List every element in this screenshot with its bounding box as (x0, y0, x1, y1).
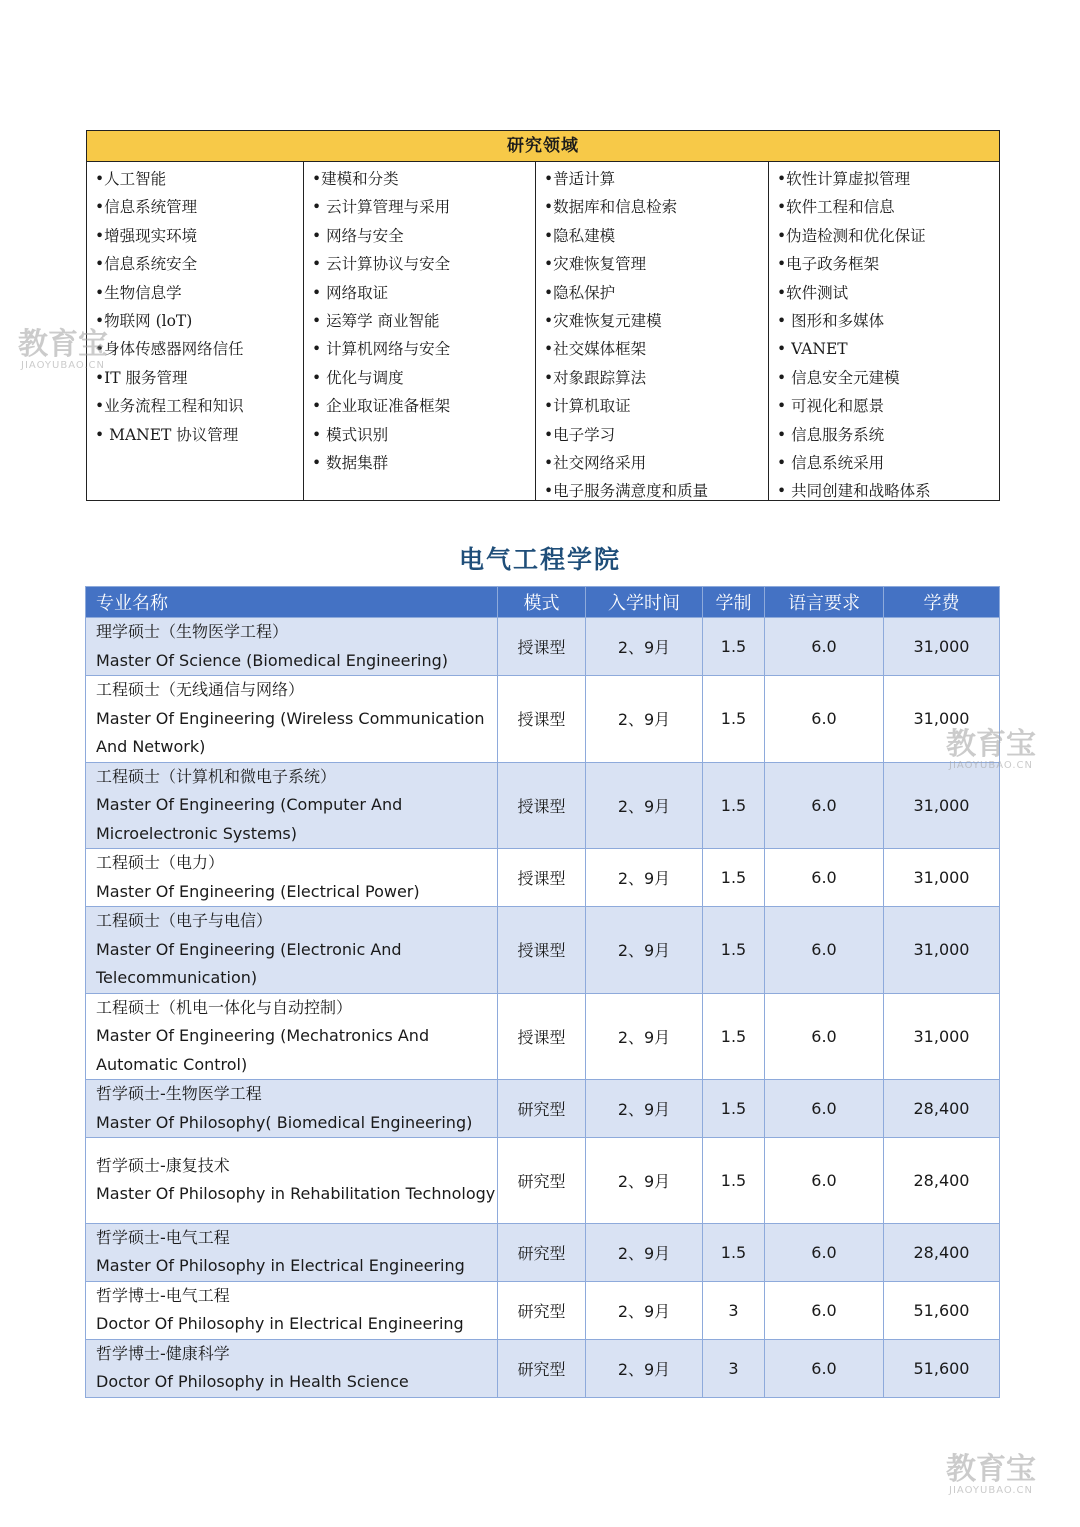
program-row (86, 676, 1000, 763)
research-column-3 (536, 162, 769, 500)
header-fee: 学费 (884, 587, 1000, 618)
program-fee: 31,000 (884, 993, 1000, 1080)
program-name-cn: 工程硕士（计算机和微电子系统） (96, 766, 337, 786)
research-item: •计算机取证 (544, 397, 631, 416)
program-intake: 2、9月 (586, 1281, 703, 1339)
program-duration: 1.5 (703, 1138, 765, 1224)
research-item: • VANET (777, 340, 848, 359)
program-intake: 2、9月 (586, 762, 703, 849)
program-name-cn: 哲学硕士-生物医学工程 (96, 1084, 262, 1103)
program-name-cn: 工程硕士（电子与电信） (96, 911, 273, 930)
program-name-en: Master Of Philosophy in Rehabilitation Technology (96, 1184, 496, 1204)
research-item: • 企业取证准备框架 (312, 397, 451, 416)
research-column-2 (304, 162, 536, 500)
header-duration: 学制 (703, 587, 765, 618)
program-name-en: Master Of Philosophy( Biomedical Engineering) (96, 1112, 473, 1132)
program-intake: 2、9月 (586, 1080, 703, 1138)
research-item: •对象跟踪算法 (544, 368, 647, 387)
program-name-cell (86, 993, 498, 1080)
program-mode: 授课型 (498, 907, 586, 994)
program-language: 6.0 (765, 907, 884, 994)
program-mode: 研究型 (498, 1080, 586, 1138)
program-name-cell (86, 849, 498, 907)
program-mode: 研究型 (498, 1138, 586, 1224)
watermark-subtext: JIAOYUBAO.CN (21, 360, 105, 371)
research-item: • 网络与安全 (312, 226, 404, 245)
research-item: •隐私建模 (544, 226, 616, 245)
research-item: • 模式识别 (312, 425, 389, 444)
program-row (86, 618, 1000, 676)
program-name-en: Master Of Science (Biomedical Engineering) (96, 650, 449, 670)
section-title: 电气工程学院 (458, 545, 621, 574)
program-name-en: Master Of Engineering (Computer And Microelectronic Systems) (96, 795, 403, 843)
watermark-subtext: JIAOYUBAO.CN (949, 1485, 1033, 1496)
program-duration: 1.5 (703, 849, 765, 907)
research-item: •伪造检测和优化保证 (777, 226, 926, 245)
program-name-en: Doctor Of Philosophy in Electrical Engineering (96, 1314, 464, 1333)
research-item: •电子服务满意度和质量 (544, 482, 709, 501)
program-language: 6.0 (765, 1138, 884, 1224)
research-item: •生物信息学 (95, 283, 182, 302)
program-name-en: Master Of Engineering (Wireless Communication And Network) (96, 708, 485, 756)
research-column-1 (87, 162, 304, 500)
research-item: •数据库和信息检索 (544, 198, 678, 217)
program-name-cn: 哲学博士-电气工程 (96, 1285, 230, 1305)
research-item: •IT 服务管理 (95, 368, 188, 387)
watermark-text: 教育宝 (946, 1452, 1036, 1487)
program-name-en: Master Of Philosophy in Electrical Engineering (96, 1256, 465, 1275)
research-item: • 计算机网络与安全 (312, 340, 451, 359)
program-duration: 1.5 (703, 618, 765, 676)
program-mode: 授课型 (498, 849, 586, 907)
program-name-en: Master Of Engineering (Electronic And Telecommunication) (96, 939, 402, 987)
program-fee: 31,000 (884, 907, 1000, 994)
program-row (86, 849, 1000, 907)
program-name-cell (86, 762, 498, 849)
program-fee: 51,600 (884, 1339, 1000, 1397)
research-item: •信息系统管理 (95, 198, 198, 217)
program-fee: 28,400 (884, 1080, 1000, 1138)
watermark-subtext: JIAOYUBAO.CN (949, 760, 1033, 771)
program-name-cell (86, 618, 498, 676)
program-language: 6.0 (765, 1223, 884, 1281)
program-intake: 2、9月 (586, 618, 703, 676)
program-intake: 2、9月 (586, 1223, 703, 1281)
research-item: • 信息系统采用 (777, 453, 885, 472)
program-intake: 2、9月 (586, 993, 703, 1080)
program-mode: 授课型 (498, 618, 586, 676)
research-item: •软件工程和信息 (777, 198, 895, 217)
research-item: •电子政务框架 (777, 255, 880, 274)
research-areas-columns (87, 162, 999, 500)
program-name-cell (86, 1339, 498, 1397)
program-fee: 28,400 (884, 1223, 1000, 1281)
research-item: • 信息服务系统 (777, 425, 885, 444)
program-name-cn: 理学硕士（生物医学工程） (96, 622, 289, 641)
program-name-cell (86, 676, 498, 763)
program-name-cell (86, 1138, 498, 1224)
research-item: • 信息安全元建模 (777, 368, 900, 387)
research-column-4 (769, 162, 999, 500)
research-item: •普适计算 (544, 170, 616, 188)
program-name-cn: 哲学硕士-康复技术 (96, 1155, 230, 1175)
program-name-cn: 工程硕士（电力） (96, 853, 225, 872)
header-program-name: 专业名称 (86, 587, 498, 618)
program-intake: 2、9月 (586, 1339, 703, 1397)
research-item: •建模和分类 (312, 170, 399, 188)
program-name-cell (86, 1281, 498, 1339)
research-areas-header: 研究领域 (87, 131, 999, 162)
program-intake: 2、9月 (586, 907, 703, 994)
program-language: 6.0 (765, 676, 884, 763)
research-item: •人工智能 (95, 170, 167, 188)
watermark-text: 教育宝 (18, 327, 108, 362)
research-item: • 优化与调度 (312, 368, 404, 387)
program-fee: 31,000 (884, 762, 1000, 849)
watermark-logo (18, 327, 108, 371)
research-item: • 可视化和愿景 (777, 397, 885, 416)
program-row (86, 1080, 1000, 1138)
program-row (86, 1339, 1000, 1397)
research-item: • 云计算管理与采用 (312, 198, 451, 217)
research-item: •社交媒体框架 (544, 340, 647, 359)
program-row (86, 993, 1000, 1080)
watermark-text: 教育宝 (946, 727, 1036, 762)
program-row (86, 1281, 1000, 1339)
program-duration: 3 (703, 1339, 765, 1397)
research-item: • 数据集群 (312, 453, 389, 472)
programs-table (85, 586, 1000, 1398)
program-mode: 研究型 (498, 1339, 586, 1397)
header-mode: 模式 (498, 587, 586, 618)
program-intake: 2、9月 (586, 676, 703, 763)
program-language: 6.0 (765, 1080, 884, 1138)
research-areas-table (86, 130, 1000, 501)
program-row (86, 1138, 1000, 1224)
watermark-logo (946, 727, 1036, 771)
research-item: •社交网络采用 (544, 453, 647, 472)
research-item: • 共同创建和战略体系 (777, 482, 931, 501)
program-name-en: Doctor Of Philosophy in Health Science (96, 1372, 409, 1391)
program-duration: 1.5 (703, 1080, 765, 1138)
research-item: •灾难恢复元建模 (544, 311, 662, 330)
research-item: •身体传感器网络信任 (95, 340, 244, 359)
program-intake: 2、9月 (586, 1138, 703, 1224)
header-intake: 入学时间 (586, 587, 703, 618)
research-item: •隐私保护 (544, 283, 616, 302)
program-intake: 2、9月 (586, 849, 703, 907)
program-language: 6.0 (765, 618, 884, 676)
program-language: 6.0 (765, 993, 884, 1080)
program-fee: 51,600 (884, 1281, 1000, 1339)
program-name-cn: 工程硕士（无线通信与网络） (96, 680, 305, 699)
program-name-cn: 哲学博士-健康科学 (96, 1343, 230, 1363)
program-mode: 研究型 (498, 1281, 586, 1339)
research-item: • 云计算协议与安全 (312, 255, 451, 274)
program-mode: 授课型 (498, 993, 586, 1080)
program-language: 6.0 (765, 762, 884, 849)
program-language: 6.0 (765, 1281, 884, 1339)
program-fee: 28,400 (884, 1138, 1000, 1224)
research-item: • MANET 协议管理 (95, 425, 239, 444)
research-item: •电子学习 (544, 425, 616, 444)
program-duration: 1.5 (703, 762, 765, 849)
program-mode: 研究型 (498, 1223, 586, 1281)
program-duration: 3 (703, 1281, 765, 1339)
program-name-cn: 工程硕士（机电一体化与自动控制） (96, 997, 353, 1017)
watermark-logo (946, 1452, 1036, 1496)
program-mode: 授课型 (498, 676, 586, 763)
program-language: 6.0 (765, 849, 884, 907)
research-item: •增强现实环境 (95, 226, 198, 245)
program-duration: 1.5 (703, 676, 765, 763)
program-row (86, 1223, 1000, 1281)
program-mode: 授课型 (498, 762, 586, 849)
program-duration: 1.5 (703, 907, 765, 994)
programs-header-row (86, 587, 1000, 618)
program-name-en: Master Of Engineering (Mechatronics And Automatic Control) (96, 1026, 430, 1074)
research-item: • 图形和多媒体 (777, 311, 885, 330)
program-row (86, 907, 1000, 994)
program-row (86, 762, 1000, 849)
research-item: •信息系统安全 (95, 255, 198, 274)
program-name-cn: 哲学硕士-电气工程 (96, 1227, 230, 1247)
program-duration: 1.5 (703, 993, 765, 1080)
research-item: • 运筹学 商业智能 (312, 311, 440, 330)
program-name-cell (86, 1080, 498, 1138)
program-language: 6.0 (765, 1339, 884, 1397)
program-name-cell (86, 907, 498, 994)
program-duration: 1.5 (703, 1223, 765, 1281)
header-language: 语言要求 (765, 587, 884, 618)
program-fee: 31,000 (884, 849, 1000, 907)
program-fee: 31,000 (884, 618, 1000, 676)
research-item: • 网络取证 (312, 283, 389, 302)
research-item: •软件测试 (777, 283, 849, 302)
research-item: •物联网 (loT) (95, 311, 193, 330)
program-fee: 31,000 (884, 676, 1000, 763)
program-name-cell (86, 1223, 498, 1281)
research-item: •软性计算虚拟管理 (777, 170, 911, 188)
research-item: •灾难恢复管理 (544, 255, 647, 274)
program-name-en: Master Of Engineering (Electrical Power) (96, 881, 420, 901)
research-item: •业务流程工程和知识 (95, 397, 244, 416)
